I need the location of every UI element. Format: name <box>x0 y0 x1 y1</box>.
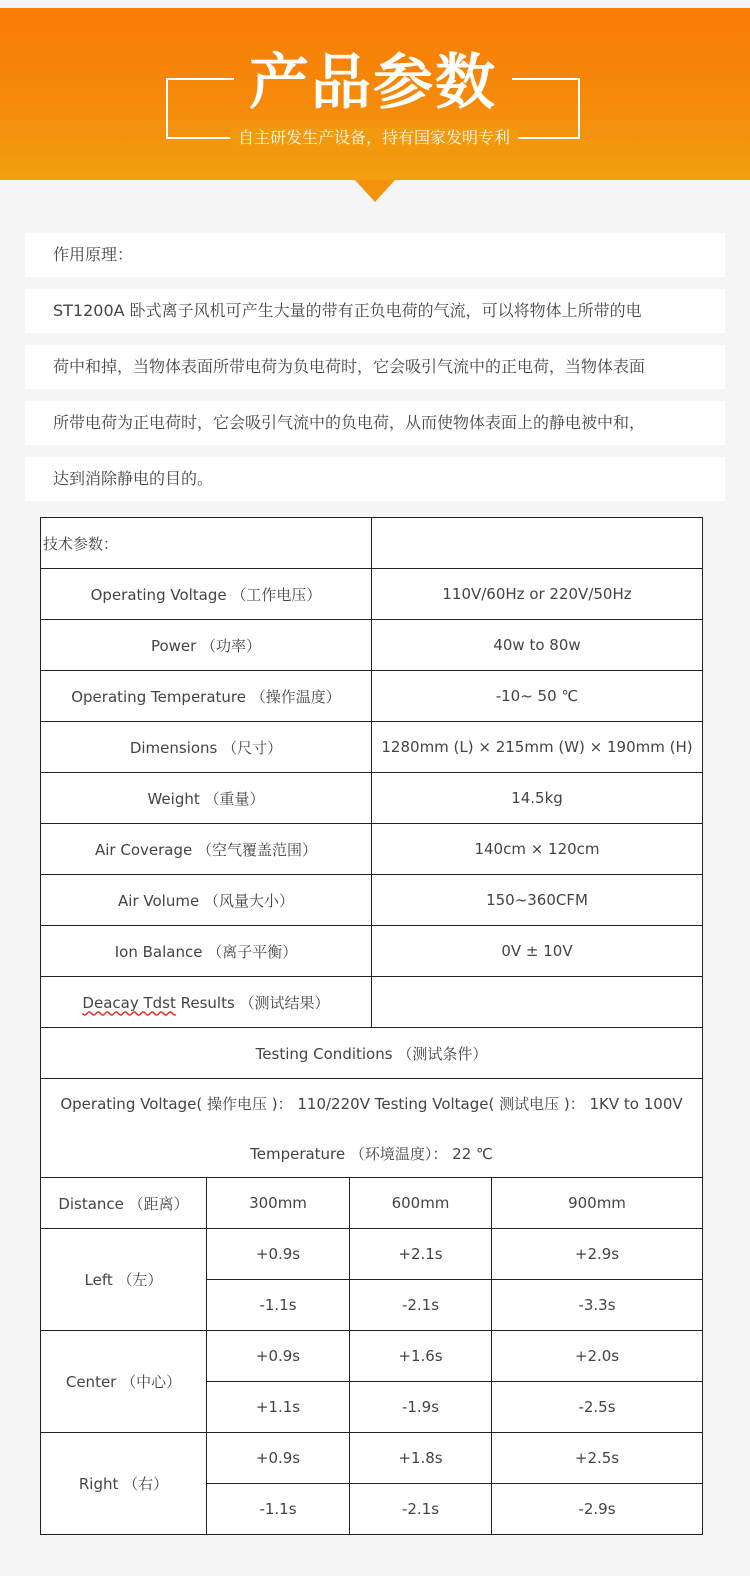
deacay-label-en: Deacay Tdst <box>82 993 176 1012</box>
spec-heading: 技术参数： <box>41 518 372 569</box>
result-cell: +2.9s <box>492 1229 703 1280</box>
distance-300mm-header: 300mm <box>207 1178 350 1229</box>
spec-value: 0V ± 10V <box>372 926 703 977</box>
distance-900mm-header: 900mm <box>492 1178 703 1229</box>
result-cell: +1.6s <box>350 1331 492 1382</box>
spec-value: 14.5kg <box>372 773 703 824</box>
principle-line-2: 荷中和掉，当物体表面所带电荷为负电荷时，它会吸引气流中的正电荷，当物体表面 <box>25 345 725 389</box>
spec-label: Air Coverage （空气覆盖范围） <box>41 824 372 875</box>
group-label-center: Center （中心） <box>41 1331 207 1433</box>
page-subtitle-text: 自主研发生产设备，持有国家发明专利 <box>230 128 518 147</box>
spec-label: Dimensions （尺寸） <box>41 722 372 773</box>
testing-conditions-heading: Testing Conditions （测试条件） <box>41 1028 703 1079</box>
table-row <box>41 1331 703 1382</box>
result-cell: +0.9s <box>207 1331 350 1382</box>
result-cell: +2.1s <box>350 1229 492 1280</box>
distance-table <box>40 1177 703 1535</box>
result-cell: +2.5s <box>492 1433 703 1484</box>
spec-value: 1280mm (L) × 215mm (W) × 190mm (H) <box>372 722 703 773</box>
table-row <box>41 773 703 824</box>
result-cell: -1.9s <box>350 1382 492 1433</box>
table-row <box>41 824 703 875</box>
spec-heading-value <box>372 518 703 569</box>
table-row <box>41 1079 703 1180</box>
table-row <box>41 569 703 620</box>
result-cell: -2.9s <box>492 1484 703 1535</box>
principle-line-3: 所带电荷为正电荷时，它会吸引气流中的负电荷，从而使物体表面上的静电被中和， <box>25 401 725 445</box>
table-row <box>41 926 703 977</box>
deacay-results-value <box>372 977 703 1028</box>
table-row <box>41 875 703 926</box>
page-subtitle <box>218 126 530 150</box>
spec-value: 110V/60Hz or 220V/50Hz <box>372 569 703 620</box>
result-cell: -2.1s <box>350 1484 492 1535</box>
group-label-right: Right （右） <box>41 1433 207 1535</box>
spec-table <box>40 517 703 1180</box>
spec-value: 140cm × 120cm <box>372 824 703 875</box>
table-row <box>41 620 703 671</box>
table-row <box>41 1178 703 1229</box>
spec-label: Air Volume （风量大小） <box>41 875 372 926</box>
principle-line-4: 达到消除静电的目的。 <box>25 457 725 501</box>
table-row <box>41 722 703 773</box>
header-banner <box>0 8 750 180</box>
result-cell: -2.5s <box>492 1382 703 1433</box>
spec-label: Power （功率） <box>41 620 372 671</box>
distance-header: Distance （距离） <box>41 1178 207 1229</box>
table-row <box>41 1028 703 1079</box>
table-row <box>41 518 703 569</box>
spec-label: Operating Voltage （工作电压） <box>41 569 372 620</box>
deacay-results-label <box>41 977 372 1028</box>
result-cell: +1.8s <box>350 1433 492 1484</box>
deacay-label-rest: Results （测试结果） <box>175 993 330 1012</box>
result-cell: +0.9s <box>207 1229 350 1280</box>
table-row <box>41 1229 703 1280</box>
spec-label: Weight （重量） <box>41 773 372 824</box>
group-label-left: Left （左） <box>41 1229 207 1331</box>
spec-value: -10~ 50 ℃ <box>372 671 703 722</box>
banner-down-arrow-icon <box>355 180 395 202</box>
page-title: 产品参数 <box>249 48 497 118</box>
result-cell: -3.3s <box>492 1280 703 1331</box>
spec-label: Operating Temperature （操作温度） <box>41 671 372 722</box>
distance-600mm-header: 600mm <box>350 1178 492 1229</box>
table-row <box>41 977 703 1028</box>
spec-value: 150~360CFM <box>372 875 703 926</box>
table-row <box>41 671 703 722</box>
principle-line-1: ST1200A 卧式离子风机可产生大量的带有正负电荷的气流，可以将物体上所带的电 <box>25 289 725 333</box>
spec-label: Ion Balance （离子平衡） <box>41 926 372 977</box>
table-row <box>41 1433 703 1484</box>
testing-conditions-text: Operating Voltage( 操作电压 )： 110/220V Testing Voltage( 测试电压 )： 1KV to 100V Temperature （环境温度）： 22 ℃ <box>41 1079 703 1180</box>
result-cell: -1.1s <box>207 1484 350 1535</box>
result-cell: -1.1s <box>207 1280 350 1331</box>
result-cell: +1.1s <box>207 1382 350 1433</box>
principle-heading: 作用原理： <box>25 233 725 277</box>
result-cell: +2.0s <box>492 1331 703 1382</box>
spec-value: 40w to 80w <box>372 620 703 671</box>
result-cell: +0.9s <box>207 1433 350 1484</box>
result-cell: -2.1s <box>350 1280 492 1331</box>
